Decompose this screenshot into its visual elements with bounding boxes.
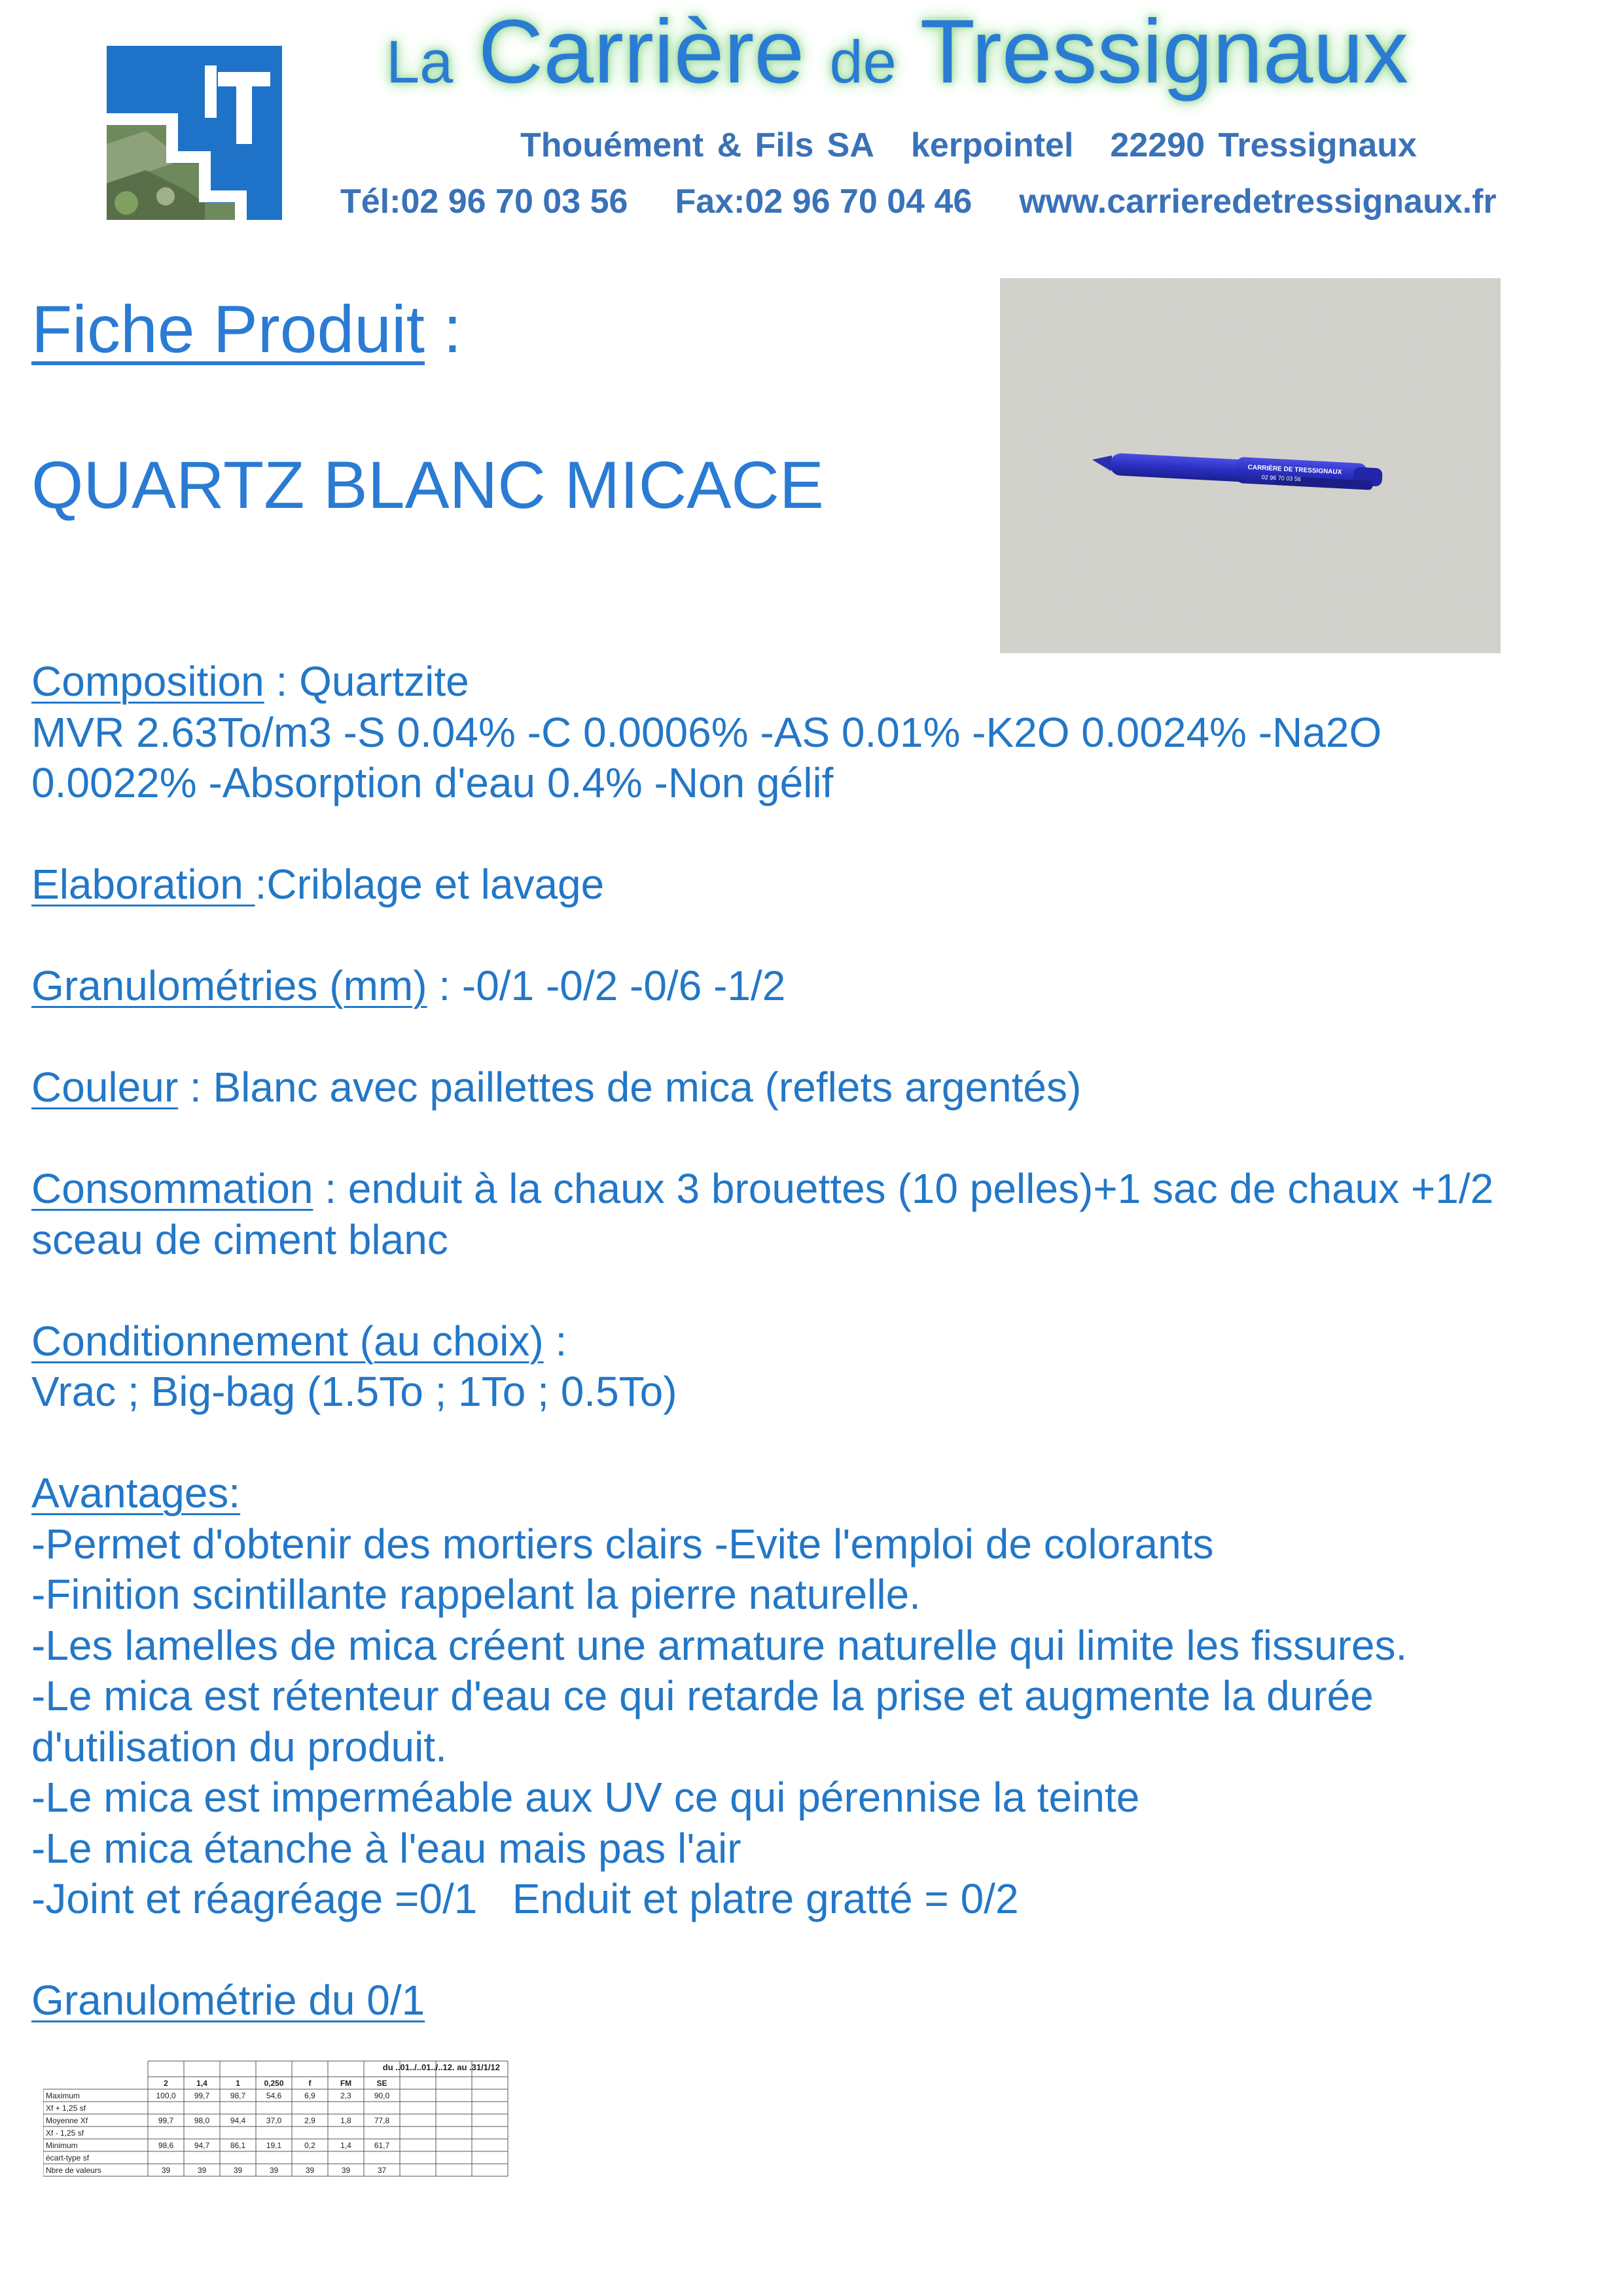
table-row-label: Xf - 1,25 sf xyxy=(46,2128,84,2138)
avantage-item: d'utilisation du produit. xyxy=(31,1723,447,1770)
table-column-header: FM xyxy=(340,2079,352,2088)
table-column-header: 1 xyxy=(236,2079,240,2088)
pen-text-2: 02 96 70 03 56 xyxy=(1261,473,1302,483)
consommation-line-2: sceau de ciment blanc xyxy=(31,1215,448,1263)
table-cell: 61,7 xyxy=(374,2141,390,2150)
table-cell: 90,0 xyxy=(374,2091,390,2100)
table-cell: 99,7 xyxy=(194,2091,210,2100)
address-company: Thouément & Fils SA xyxy=(520,126,874,164)
table-cell: 6,9 xyxy=(304,2091,315,2100)
conditionnement-line xyxy=(31,1316,1615,1367)
table-cell: 77,8 xyxy=(374,2116,390,2125)
company-name-2: Tressignaux xyxy=(919,1,1409,102)
granulo-01-label: Granulométrie du 0/1 xyxy=(31,1977,425,2024)
website-link[interactable]: www.carrieredetressignaux.fr xyxy=(1019,183,1497,221)
avantage-item: -Finition scintillante rappelant la pierre naturelle. xyxy=(31,1571,921,1618)
table-row-label: Maximum xyxy=(46,2091,80,2100)
table-column-header: 1,4 xyxy=(196,2079,207,2088)
consommation-label: Consommation xyxy=(31,1165,313,1212)
granulo-01-heading xyxy=(31,1975,1615,2026)
table-column-header: f xyxy=(308,2079,312,2088)
table-cell: 54,6 xyxy=(266,2091,282,2100)
table-cell: 99,7 xyxy=(158,2116,174,2125)
granulometries-label: Granulométries (mm) xyxy=(31,962,427,1009)
consommation-line xyxy=(31,1164,1615,1215)
conditionnement-label: Conditionnement (au choix) xyxy=(31,1317,544,1365)
company-address xyxy=(520,126,1417,165)
table-cell: 1,8 xyxy=(340,2116,351,2125)
avantages-label: Avantages: xyxy=(31,1469,241,1516)
table-cell: 2,9 xyxy=(304,2116,315,2125)
company-mid: de xyxy=(829,29,897,96)
table-cell: 98,0 xyxy=(194,2116,210,2125)
avantage-item: -Le mica étanche à l'eau mais pas l'air xyxy=(31,1824,741,1872)
table-cell: 98,7 xyxy=(230,2091,246,2100)
table-cell: 98,6 xyxy=(158,2141,174,2150)
table-cell: 39 xyxy=(161,2166,171,2175)
table-cell: 94,4 xyxy=(230,2116,246,2125)
table-cell: 1,4 xyxy=(340,2141,351,2150)
company-name xyxy=(386,1,1409,102)
fax: Fax:02 96 70 04 46 xyxy=(675,183,972,221)
elaboration-line xyxy=(31,859,1615,910)
table-cell: 86,1 xyxy=(230,2141,246,2150)
conditionnement-line-2: Vrac ; Big-bag (1.5To ; 1To ; 0.5To) xyxy=(31,1368,677,1415)
avantage-item: -Joint et réagréage =0/1 Enduit et platre gratté = 0/2 xyxy=(31,1875,1019,1922)
table-column-header: 0,250 xyxy=(264,2079,284,2088)
couleur-value: : Blanc avec paillettes de mica (reflets argentés) xyxy=(178,1064,1082,1111)
table-column-header: SE xyxy=(376,2079,387,2088)
company-logo-icon xyxy=(107,46,282,220)
table-row-label: Nbre de valeurs xyxy=(46,2166,101,2175)
elaboration-label: Elaboration xyxy=(31,861,255,908)
product-name: QUARTZ BLANC MICACE xyxy=(31,448,824,522)
table-cell: 39 xyxy=(269,2166,279,2175)
table-row-label: Xf + 1,25 sf xyxy=(46,2104,86,2113)
granulometries-value: : -0/1 -0/2 -0/6 -1/2 xyxy=(427,962,786,1009)
table-column-header: 2 xyxy=(164,2079,168,2088)
company-name-1: Carrière xyxy=(478,1,805,102)
table-row-label: Minimum xyxy=(46,2141,78,2150)
table-cell: 39 xyxy=(305,2166,315,2175)
title-colon: : xyxy=(424,292,462,367)
table-cell: 0,2 xyxy=(304,2141,315,2150)
table-cell: 94,7 xyxy=(194,2141,210,2150)
address-place: kerpointel xyxy=(910,126,1074,164)
consommation-value: : enduit à la chaux 3 brouettes (10 pelles)+1 sac de chaux +1/2 xyxy=(313,1165,1494,1212)
product-details xyxy=(31,656,1615,2026)
page-title xyxy=(31,291,462,368)
composition-line xyxy=(31,656,1615,708)
pen-text-1: CARRIÈRE DE TRESSIGNAUX xyxy=(1247,463,1342,476)
avantage-item: -Le mica est rétenteur d'eau ce qui retarde la prise et augmente la durée xyxy=(31,1672,1374,1719)
tel: Tél:02 96 70 03 56 xyxy=(340,183,628,221)
table-cell: 39 xyxy=(197,2166,207,2175)
composition-label: Composition xyxy=(31,658,264,705)
conditionnement-value: : xyxy=(543,1317,567,1365)
table-cell: 37 xyxy=(377,2166,387,2175)
title-label: Fiche Produit xyxy=(31,292,425,367)
table-row-label: écart-type sf xyxy=(46,2153,90,2162)
company-contact xyxy=(340,182,1497,221)
product-photo xyxy=(1000,278,1501,653)
address-city: 22290 Tressignaux xyxy=(1110,126,1417,164)
table-cell: 2,3 xyxy=(340,2091,351,2100)
composition-value: : Quartzite xyxy=(264,658,469,705)
table-cell: 39 xyxy=(341,2166,351,2175)
avantage-item: -Les lamelles de mica créent une armature naturelle qui limite les fissures. xyxy=(31,1621,1408,1669)
table-row-label: Moyenne Xf xyxy=(46,2116,88,2125)
company-prefix: La xyxy=(386,29,454,96)
composition-line-3: 0.0022% -Absorption d'eau 0.4% -Non gélif xyxy=(31,759,834,806)
table-cell: 37,0 xyxy=(266,2116,282,2125)
couleur-label: Couleur xyxy=(31,1064,179,1111)
avantages-heading xyxy=(31,1468,1615,1519)
elaboration-value: :Criblage et lavage xyxy=(255,861,605,908)
couleur-line xyxy=(31,1062,1615,1113)
avantage-item: -Permet d'obtenir des mortiers clairs -Evite l'emploi de colorants xyxy=(31,1520,1214,1568)
table-cell: 100,0 xyxy=(156,2091,176,2100)
table-period: du ..01../..01../..12. au .31/1/12 xyxy=(382,2062,500,2072)
table-cell: 19,1 xyxy=(266,2141,282,2150)
granulometries-line xyxy=(31,961,1615,1012)
table-cell: 39 xyxy=(233,2166,243,2175)
composition-line-2: MVR 2.63To/m3 -S 0.04% -C 0.0006% -AS 0.01% -K2O 0.0024% -Na2O xyxy=(31,708,1382,756)
granulometry-table xyxy=(43,2058,534,2204)
avantage-item: -Le mica est imperméable aux UV ce qui pérennise la teinte xyxy=(31,1774,1140,1821)
